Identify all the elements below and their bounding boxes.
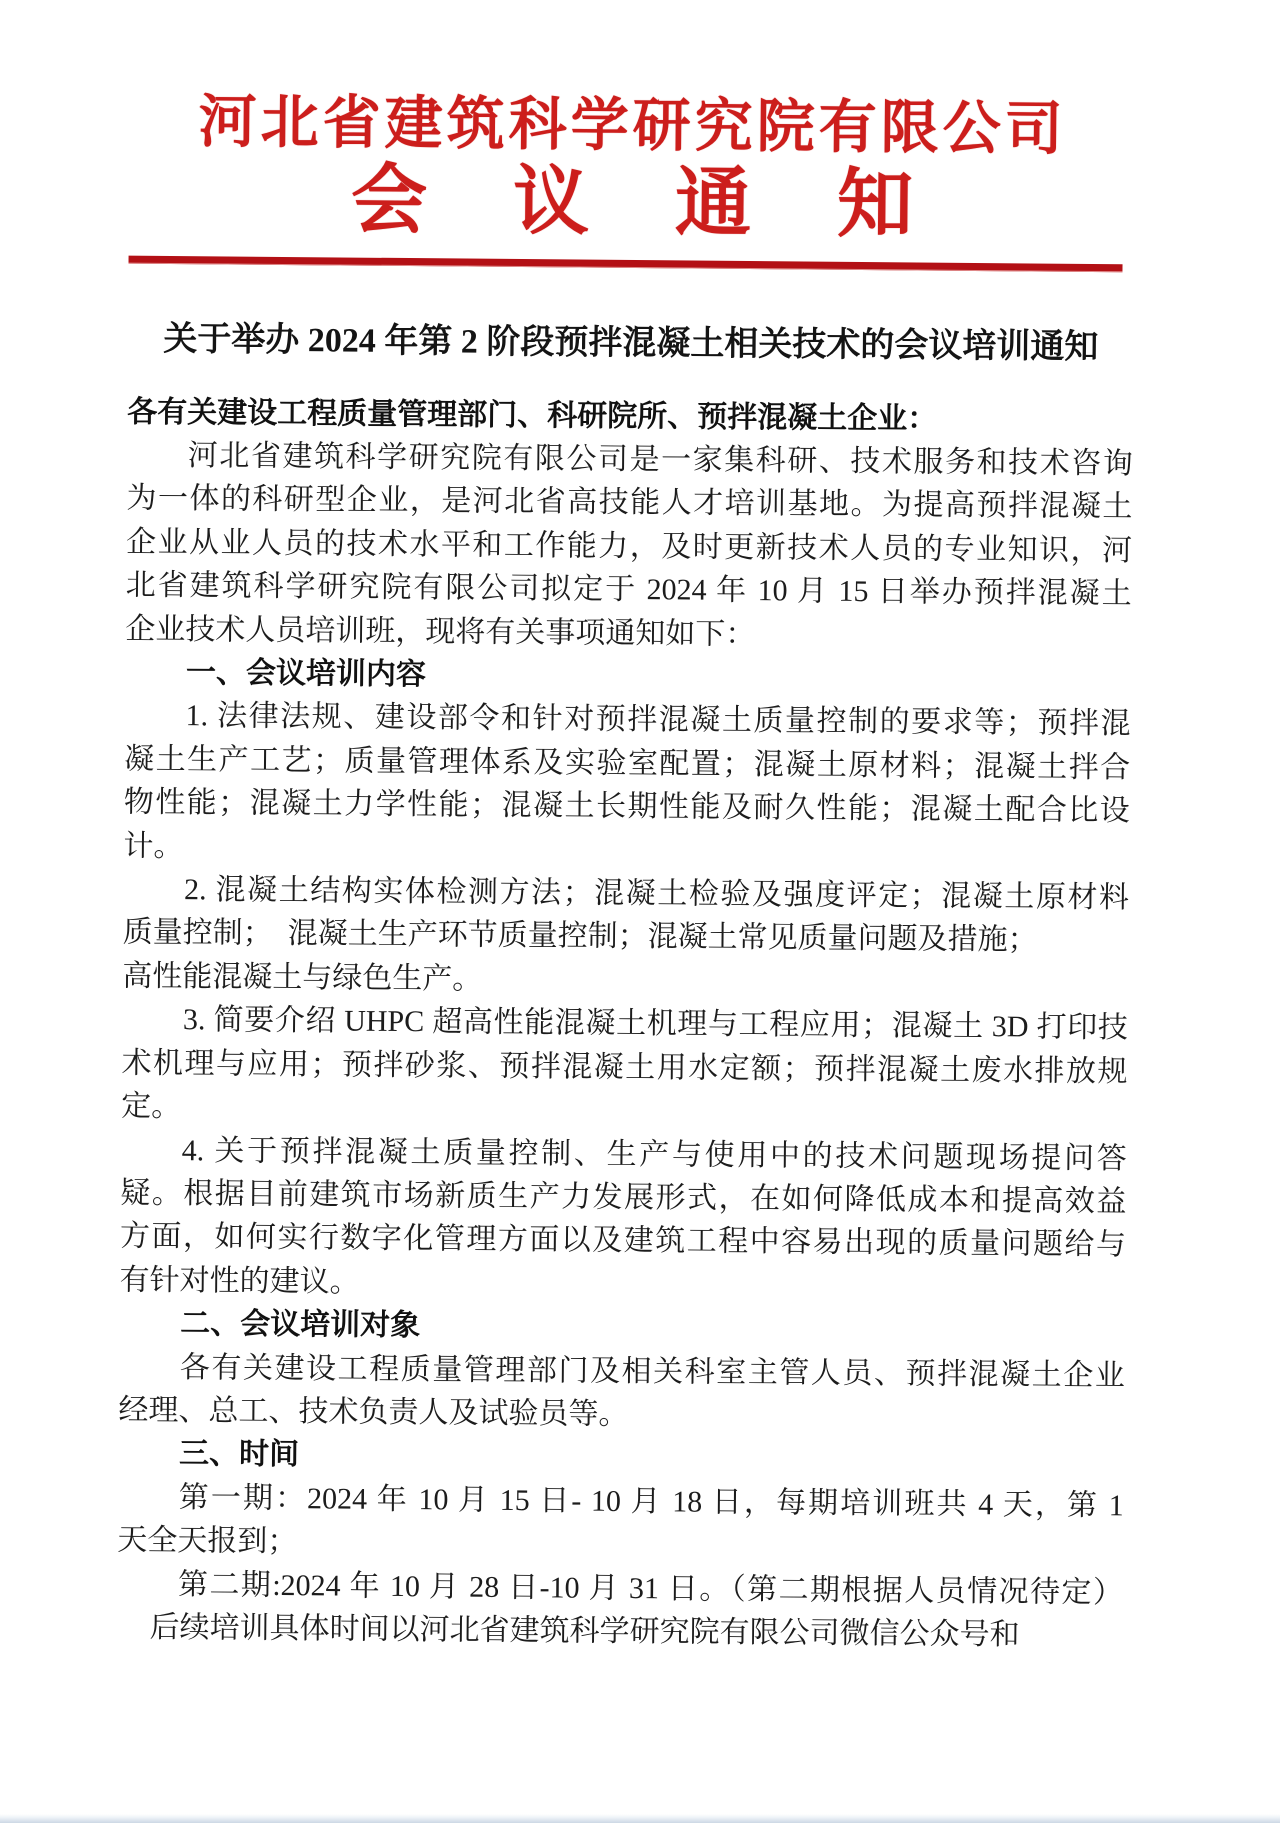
body-line: 方面，如何实行数字化管理方面以及建筑工程中容易出现的质量问题给与: [119, 1219, 1127, 1262]
body-text: [116, 390, 1133, 1658]
body-line: 2. 混凝土结构实体检测方法；混凝土检验及强度评定；混凝土原材料: [183, 873, 1130, 915]
red-divider-rule: [129, 255, 1123, 272]
document-subtitle: 关于举办 2024 年第 2 阶段预拌混凝土相关技术的会议培训通知: [163, 320, 1099, 366]
body-line: 三、时间: [178, 1437, 300, 1472]
body-line: 术机理与应用；预拌砂浆、预拌混凝土用水定额；预拌混凝土废水排放规: [121, 1046, 1128, 1089]
body-line: 一、会议培训内容: [185, 656, 427, 692]
notice-document: [116, 90, 1136, 1658]
body-line: 质量控制； 混凝土生产环节质量控制；混凝土常见质量问题及措施；: [122, 916, 1038, 958]
body-line: 4. 关于预拌混凝土质量控制、生产与使用中的技术问题现场提问答: [181, 1133, 1127, 1175]
notice-title: 会议通知: [350, 158, 1000, 248]
body-line: 第一期：2024 年 10 月 15 日- 10 月 18 日，每期培训班共 4 天，第 1: [178, 1480, 1124, 1523]
body-line: 二、会议培训对象: [180, 1307, 421, 1343]
body-line: 1. 法律法规、建设部令和针对预拌混凝土质量控制的要求等；预拌混: [185, 699, 1131, 741]
scan-bottom-edge: [0, 1814, 1280, 1823]
body-line: 河北省建筑科学研究院有限公司是一家集科研、技术服务和技术咨询: [187, 439, 1133, 481]
body-line: 各有关建设工程质量管理部门及相关科室主管人员、预拌混凝土企业: [179, 1350, 1125, 1392]
body-line: 有针对性的建议。: [119, 1263, 360, 1299]
body-line: 后续培训具体时间以河北省建筑科学研究院有限公司微信公众号和: [149, 1610, 1020, 1652]
body-line: 为一体的科研型企业，是河北省高技能人才培训基地。为提高预拌混凝土: [126, 482, 1133, 524]
body-line: 凝土生产工艺；质量管理体系及实验室配置；混凝土原材料；混凝土拌合: [124, 742, 1131, 785]
body-line: 计。: [123, 829, 184, 863]
body-line: 北省建筑科学研究院有限公司拟定于 2024 年 10 月 15 日举办预拌混凝土: [125, 568, 1132, 611]
body-line: 天全天报到；: [117, 1523, 298, 1559]
body-line: 经理、总工、技术负责人及试验员等。: [118, 1393, 629, 1431]
body-line: 疑。根据目前建筑市场新质生产力发展形式，在如何降低成本和提高效益: [120, 1176, 1127, 1219]
body-line: 企业从业人员的技术水平和工作能力，及时更新技术人员的专业知识，河: [125, 525, 1133, 568]
body-line: 3. 简要介绍 UHPC 超高性能混凝土机理与工程应用；混凝土 3D 打印技: [182, 1003, 1129, 1045]
body-line: 物性能；混凝土力学性能；混凝土长期性能及耐久性能；混凝土配合比设: [123, 785, 1130, 828]
body-line: 各有关建设工程质量管理部门、科研院所、预拌混凝土企业：: [127, 395, 938, 436]
body-line: 定。: [121, 1089, 182, 1124]
body-line: 企业技术人员培训班，现将有关事项通知如下：: [125, 612, 756, 651]
body-line: 第二期:2024 年 10 月 28 日-10 月 31 日。（第二期根据人员情况待定）: [177, 1567, 1124, 1609]
body-line: 高性能混凝土与绿色生产。: [122, 959, 483, 996]
organization-title: 河北省建筑科学研究院有限公司: [198, 89, 1067, 162]
